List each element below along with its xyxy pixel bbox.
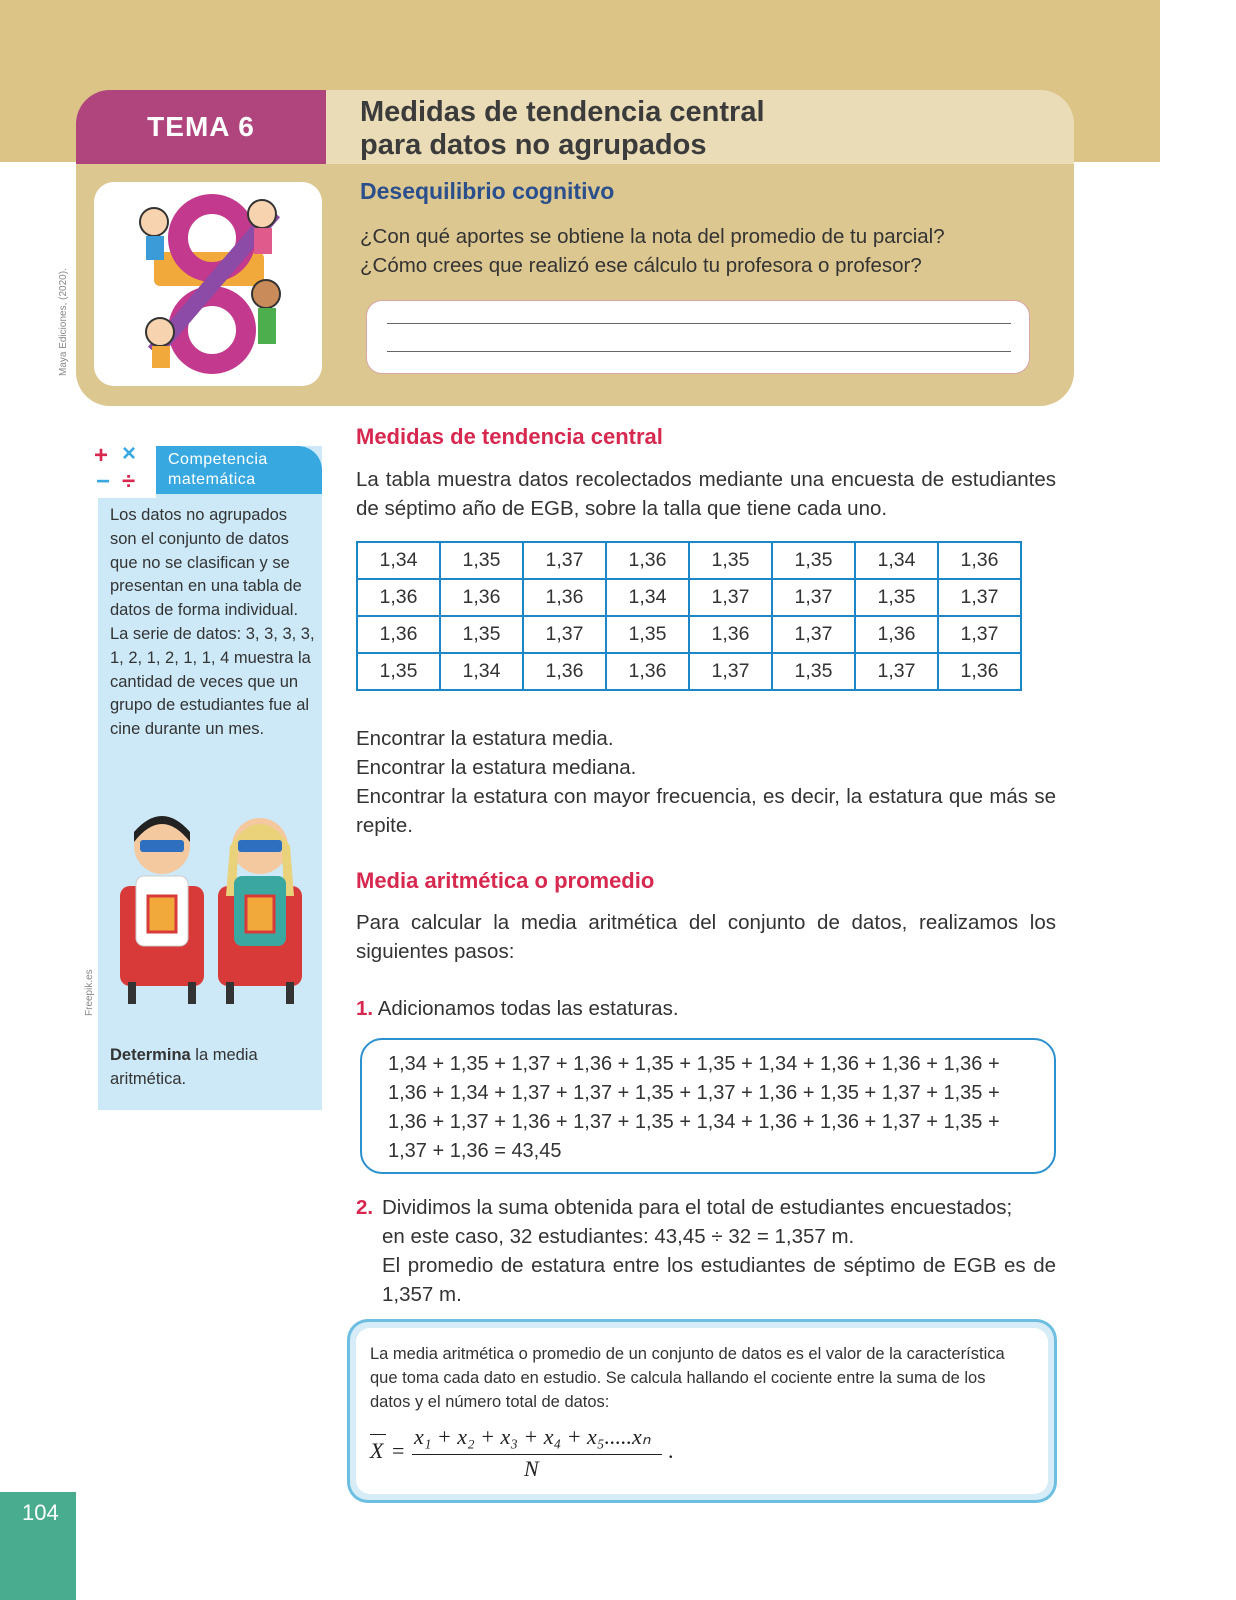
table-cell: 1,36 [523,653,606,690]
task-mode: Encontrar la estatura con mayor frecuencia, es decir, la estatura que más se repite. [356,785,1056,837]
table-cell: 1,35 [772,653,855,690]
table-cell: 1,36 [606,653,689,690]
table-cell: 1,37 [938,579,1021,616]
header-card [76,90,1074,406]
math-operations-icon [92,440,156,498]
competence-tab [156,446,322,494]
tasks-block [356,724,1056,840]
table-cell: 1,37 [855,653,938,690]
page-title [360,96,1074,162]
competence-header [94,440,322,495]
formula-x: X [370,1438,384,1463]
table-cell: 1,37 [772,616,855,653]
plus-icon: + [94,442,109,469]
table-cell: 1,34 [855,542,938,579]
task-text: la media aritmética. [110,1046,258,1088]
table-row [357,579,1021,616]
table-cell: 1,36 [440,579,523,616]
sum-line: 1,36 + 1,34 + 1,37 + 1,37 + 1,35 + 1,37 + 1,36 + 1,35 + 1,37 + 1,35 + [388,1082,1000,1104]
heights-table [356,541,1022,691]
percent-sign-icon [94,182,322,386]
section-heading-mean: Media aritmética o promedio [356,868,655,893]
step-number: 2. [356,1196,374,1219]
answer-line [387,323,1011,324]
table-cell: 1,36 [689,616,772,653]
table-cell: 1,36 [606,542,689,579]
step-2 [356,1193,1056,1309]
page-number: 104 [0,1492,76,1600]
question-line-2: ¿Cómo crees que realizó ese cálculo tu profesora o profesor? [360,254,922,277]
table-cell: 1,34 [606,579,689,616]
table-cell: 1,35 [689,542,772,579]
minus-icon: − [96,468,111,495]
image-credit: Freepik.es [84,969,95,1016]
step-2-line-3: El promedio de estatura entre los estudiantes de séptimo de EGB es de 1,357 m. [382,1254,1056,1306]
table-cell: 1,37 [523,542,606,579]
table-cell: 1,34 [440,653,523,690]
step-2-line-1: Dividimos la suma obtenida para el total de estudiantes encuestados; [382,1196,1013,1219]
title-line-2: para datos no agrupados [360,129,707,161]
table-row [357,616,1021,653]
section-heading-central-tendency: Medidas de tendencia central [356,424,663,449]
table-cell: 1,36 [938,653,1021,690]
step-text: Adicionamos todas las estaturas. [377,997,679,1020]
title-line-1: Medidas de tendencia central [360,96,765,128]
table-cell: 1,36 [938,542,1021,579]
kids-percent-illustration [94,182,322,386]
task-mean: Encontrar la estatura media. [356,727,614,750]
times-icon: × [122,440,137,467]
tema-label: TEMA 6 [76,90,326,164]
table-cell: 1,35 [440,542,523,579]
page-margin [1160,0,1236,1600]
formula-end: . [668,1438,674,1463]
table-cell: 1,37 [689,653,772,690]
divide-icon: ÷ [122,468,136,495]
formula-equals: = [392,1438,405,1463]
definition-text: La media aritmética o promedio de un conjunto de datos es el valor de la característica que toma cada dato en estudio. Se calcula hallando el cociente entre la suma de los datos y el número total de datos: [370,1345,1005,1411]
step-1 [356,994,1056,1023]
task-verb: Determina [110,1046,191,1064]
formula-numerator: x₁ + x₂ + x₃ + x₄ + x₅.....xₙ [414,1424,651,1449]
table-cell: 1,35 [440,616,523,653]
table-cell: 1,37 [772,579,855,616]
step-number: 1. [356,997,374,1020]
table-cell: 1,37 [523,616,606,653]
formula-denominator: N [524,1456,539,1481]
table-cell: 1,36 [523,579,606,616]
sum-line: 1,34 + 1,35 + 1,37 + 1,36 + 1,35 + 1,35 + 1,34 + 1,36 + 1,36 + 1,36 + [388,1053,1000,1075]
definition-inner [356,1328,1048,1494]
math-competence-sidebar [94,440,322,1110]
sum-line: 1,37 + 1,36 = 43,45 [388,1140,562,1162]
table-cell: 1,34 [357,542,440,579]
table-cell: 1,35 [855,579,938,616]
table-cell: 1,35 [357,653,440,690]
cinema-kids-illustration [106,806,314,1006]
title-bar [326,90,1074,164]
cognitive-question [360,222,945,280]
table-cell: 1,35 [772,542,855,579]
step-2-body [356,1193,1056,1309]
sidebar-text: Los datos no agrupados son el conjunto de datos que no se clasifican y se presentan en una tabla de datos de forma individual. La serie de datos: 3, 3, 3, 3, 1, 2, 1, 2, 1, 1, 4 muestra la cantidad de veces que un grupo de estudiantes fue al cine durante un mes. [110,506,315,739]
table-intro: La tabla muestra datos recolectados mediante una encuesta de estudiantes de séptimo año de EGB, sobre la talla que tiene cada uno. [356,468,1056,520]
table-row [357,542,1021,579]
step-2-line-2: en este caso, 32 estudiantes: 43,45 ÷ 32 = 1,357 m. [382,1225,855,1248]
table-cell: 1,35 [606,616,689,653]
fraction-line [412,1454,662,1455]
table-row [357,653,1021,690]
formula-mean-symbol [370,1438,383,1464]
sum-box [360,1038,1056,1174]
table-cell: 1,36 [357,616,440,653]
section-cognitive: Desequilibrio cognitivo [360,178,615,204]
competence-tab-line-1: Competencia [168,451,268,468]
answer-line [387,351,1011,352]
cinema-icon [106,806,314,1006]
table-cell: 1,36 [855,616,938,653]
sidebar-task [110,1044,310,1092]
question-line-1: ¿Con qué aportes se obtiene la nota del promedio de tu parcial? [360,225,945,248]
sum-line: 1,36 + 1,37 + 1,36 + 1,37 + 1,35 + 1,34 + 1,36 + 1,36 + 1,37 + 1,35 + [388,1111,1000,1133]
competence-tab-line-2: matemática [168,471,256,488]
table-cell: 1,36 [357,579,440,616]
illustration-credit: Maya Ediciones, (2020). [58,268,69,376]
table-cell: 1,37 [689,579,772,616]
table-cell: 1,37 [938,616,1021,653]
definition-box [350,1322,1054,1500]
task-median: Encontrar la estatura mediana. [356,756,637,779]
answer-box[interactable] [366,300,1030,374]
mean-intro: Para calcular la media aritmética del conjunto de datos, realizamos los siguientes pasos: [356,911,1056,963]
